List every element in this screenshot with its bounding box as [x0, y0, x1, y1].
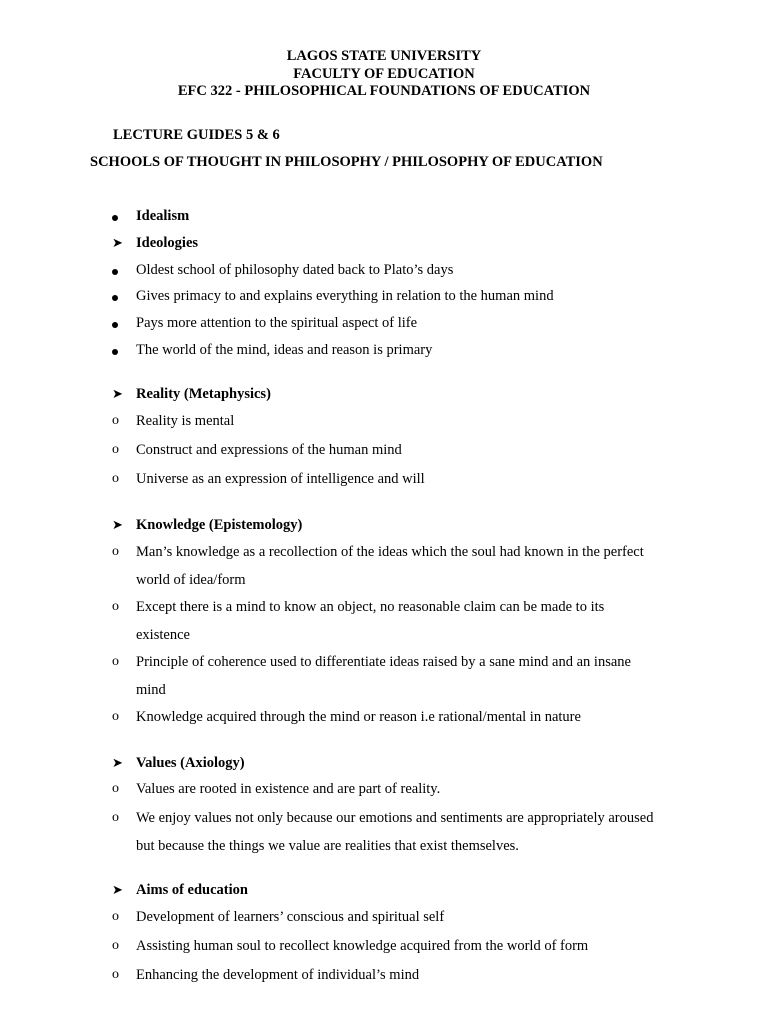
arrow-bullet-icon: ➤ [112, 755, 123, 770]
circle-bullet-icon: o [112, 709, 119, 724]
arrow-bullet-icon: ➤ [112, 386, 123, 401]
list-item: Man’s knowledge as a recollection of the ideas which the soul had known in the perfect [136, 544, 644, 560]
circle-bullet-icon: o [112, 471, 119, 486]
circle-bullet-icon: o [112, 781, 119, 796]
list-item-continuation: world of idea/form [136, 572, 246, 588]
lecture-title: LECTURE GUIDES 5 & 6 [113, 127, 280, 143]
circle-bullet-icon: o [112, 810, 119, 825]
arrow-bullet-icon: ➤ [112, 517, 123, 532]
list-item-continuation: but because the things we value are realities that exist themselves. [136, 838, 519, 854]
circle-bullet-icon: o [112, 413, 119, 428]
knowledge-heading: Knowledge (Epistemology) [136, 517, 303, 533]
ideologies-heading: Ideologies [136, 235, 199, 251]
list-item: Construct and expressions of the human mind [136, 442, 402, 458]
list-item: Principle of coherence used to differentiate ideas raised by a sane mind and an insane [136, 654, 631, 670]
list-item: Universe as an expression of intelligence and will [136, 471, 425, 487]
circle-bullet-icon: o [112, 938, 119, 953]
faculty-name: FACULTY OF EDUCATION [293, 66, 475, 82]
bullet-dot-icon [112, 262, 132, 280]
values-heading: Values (Axiology) [136, 755, 245, 771]
bullet-dot-icon [112, 208, 132, 226]
list-item-continuation: existence [136, 627, 190, 643]
aims-heading: Aims of education [136, 882, 248, 898]
list-item: We enjoy values not only because our emotions and sentiments are appropriately aroused [136, 810, 654, 826]
reality-heading: Reality (Metaphysics) [136, 386, 271, 402]
list-item: Reality is mental [136, 413, 235, 429]
list-item: Development of learners’ conscious and spiritual self [136, 909, 445, 925]
course-title: EFC 322 - PHILOSOPHICAL FOUNDATIONS OF EDUCATION [177, 83, 591, 99]
bullet-dot-icon [112, 342, 132, 360]
list-item: Knowledge acquired through the mind or reason i.e rational/mental in nature [136, 709, 581, 725]
list-item: The world of the mind, ideas and reason is primary [136, 342, 433, 358]
list-item: Values are rooted in existence and are part of reality. [136, 781, 441, 797]
idealism-heading: Idealism [136, 208, 190, 224]
circle-bullet-icon: o [112, 544, 119, 559]
arrow-bullet-icon: ➤ [112, 882, 123, 897]
bullet-dot-icon [112, 288, 132, 306]
circle-bullet-icon: o [112, 599, 119, 614]
list-item: Enhancing the development of individual’s mind [136, 967, 420, 983]
list-item: Pays more attention to the spiritual aspect of life [136, 315, 418, 331]
arrow-bullet-icon: ➤ [112, 235, 123, 250]
section-title: SCHOOLS OF THOUGHT IN PHILOSOPHY / PHILOSOPHY OF EDUCATION [90, 154, 603, 170]
list-item: Except there is a mind to know an object, no reasonable claim can be made to its [136, 599, 605, 615]
university-name: LAGOS STATE UNIVERSITY [286, 48, 482, 64]
list-item-continuation: mind [136, 682, 166, 698]
circle-bullet-icon: o [112, 654, 119, 669]
list-item: Assisting human soul to recollect knowledge acquired from the world of form [136, 938, 589, 954]
bullet-dot-icon [112, 315, 132, 333]
list-item: Oldest school of philosophy dated back to Plato’s days [136, 262, 454, 278]
circle-bullet-icon: o [112, 909, 119, 924]
circle-bullet-icon: o [112, 442, 119, 457]
circle-bullet-icon: o [112, 967, 119, 982]
list-item: Gives primacy to and explains everything in relation to the human mind [136, 288, 554, 304]
